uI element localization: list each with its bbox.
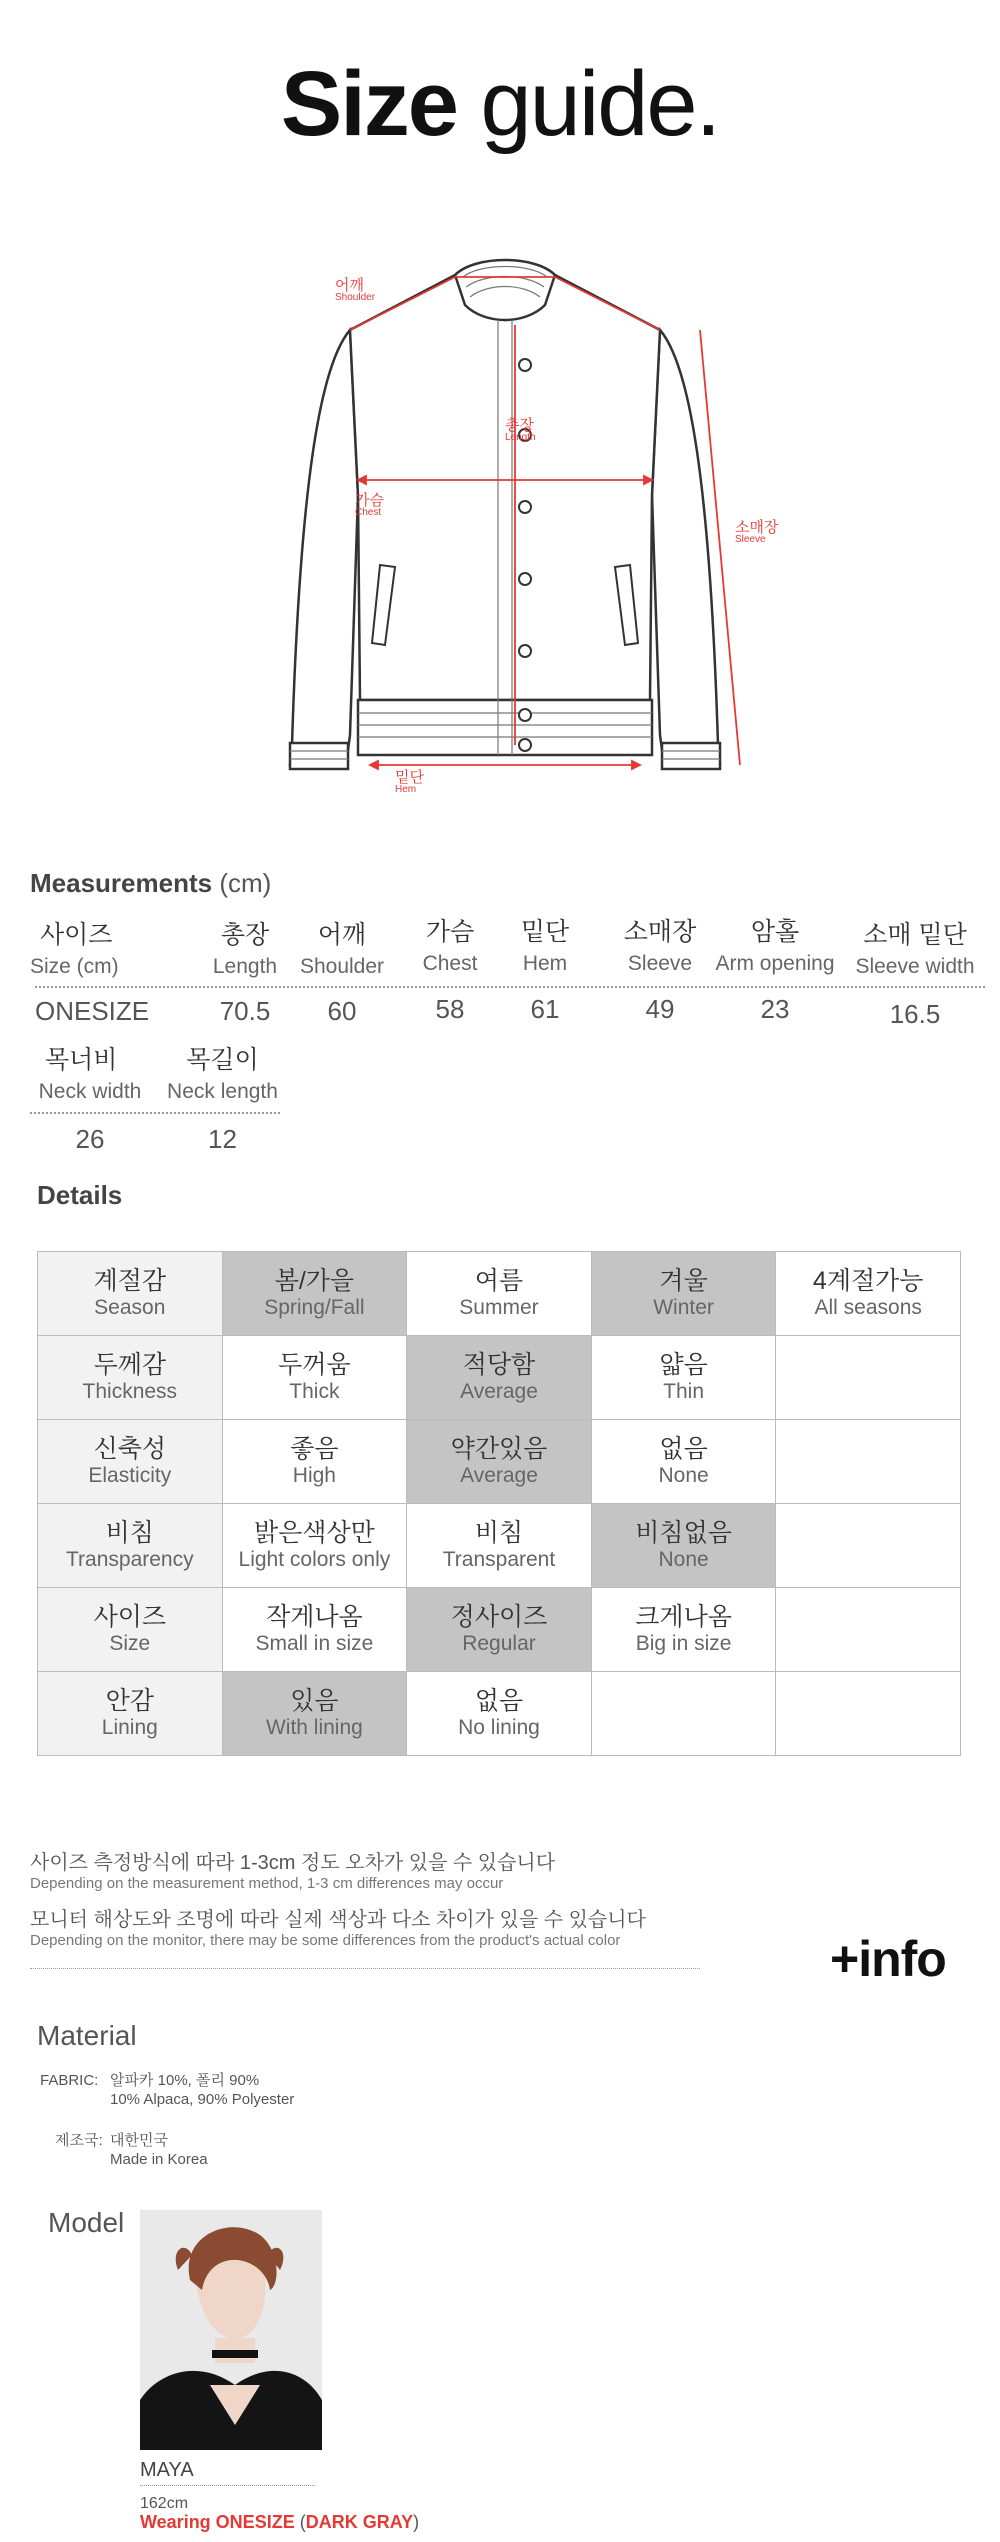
note-2-ko: 모니터 해상도와 조명에 따라 실제 색상과 다소 차이가 있을 수 있습니다: [30, 1909, 646, 1931]
note-1-en: Depending on the measurement method, 1-3 cm differences may occur: [30, 1875, 504, 1892]
info-label: +info: [830, 1931, 946, 1987]
origin-info: [110, 2132, 208, 2170]
col-sleeve-width: [845, 915, 985, 979]
details-cell: [591, 1588, 776, 1672]
col-chest-en: Chest: [422, 952, 478, 975]
details-cell: [222, 1504, 407, 1588]
details-cell: [222, 1672, 407, 1756]
col-sleeve: [610, 912, 710, 976]
model-heading: Model: [48, 2207, 125, 2238]
details-cell: [591, 1336, 776, 1420]
details-cell: [407, 1588, 592, 1672]
measurements-unit: (cm): [219, 868, 272, 898]
details-cell: [591, 1672, 776, 1756]
col-neck-length: [160, 1040, 285, 1104]
details-cell: [776, 1504, 961, 1588]
details-cell: [407, 1336, 592, 1420]
details-table: [37, 1251, 961, 1756]
details-cell-en: Small in size: [255, 1631, 374, 1655]
details-title: Details: [37, 1180, 123, 1210]
details-cell: [222, 1588, 407, 1672]
details-heading: [37, 1180, 122, 1211]
wearing-paren-close: ): [413, 2512, 420, 2532]
wearing-color: DARK GRAY: [305, 2512, 414, 2532]
model-name: MAYA: [140, 2459, 194, 2481]
label-chest-en: Chest: [355, 507, 382, 518]
label-shoulder: [335, 278, 375, 303]
col-sleeve-en: Sleeve: [627, 952, 693, 975]
value-length: 70.5: [219, 996, 271, 1026]
origin-ko: 대한민국: [110, 2132, 168, 2149]
details-cell: [776, 1252, 961, 1336]
value-hem: 61: [530, 994, 560, 1024]
fabric-label: FABRIC:: [40, 2072, 99, 2089]
notes-divider: [30, 1968, 700, 1969]
col-size: [30, 915, 140, 979]
details-cell-en: Light colors only: [238, 1547, 391, 1571]
value-shoulder: 60: [327, 996, 357, 1026]
details-cell-en: Transparency: [65, 1547, 194, 1571]
col-hem: [500, 912, 590, 976]
jacket-diagram: [280, 245, 800, 815]
details-cell: [38, 1336, 223, 1420]
col-neck-width-en: Neck width: [38, 1080, 142, 1103]
label-length-ko: 총장: [505, 417, 534, 434]
label-sleeve-en: Sleeve: [735, 534, 766, 545]
details-cell-en: Thickness: [82, 1379, 178, 1403]
value-sleeve: 49: [645, 994, 675, 1024]
details-cell: [38, 1420, 223, 1504]
details-cell: [38, 1504, 223, 1588]
label-chest-ko: 가슴: [355, 492, 384, 509]
details-row: [38, 1588, 961, 1672]
note-1-ko: 사이즈 측정방식에 따라 1-3cm 정도 오차가 있을 수 있습니다: [30, 1852, 556, 1874]
details-cell-en: High: [292, 1463, 336, 1487]
fabric-en: 10% Alpaca, 90% Polyester: [110, 2090, 295, 2108]
details-cell-en: None: [658, 1547, 709, 1571]
details-cell-en: Lining: [101, 1715, 158, 1739]
details-cell-en: Winter: [653, 1295, 714, 1319]
details-cell: [407, 1420, 592, 1504]
details-cell-ko: 안감: [105, 1687, 154, 1716]
col-shoulder-ko: 어깨: [317, 921, 367, 949]
details-cell-en: Size: [109, 1631, 151, 1655]
details-cell-ko: 4계절가능: [812, 1267, 924, 1296]
label-length: [505, 418, 536, 443]
details-cell: [591, 1252, 776, 1336]
label-sleeve: [735, 520, 778, 545]
details-row: [38, 1420, 961, 1504]
label-shoulder-ko: 어깨: [335, 277, 364, 294]
col-size-en: Size (cm): [30, 955, 119, 978]
measurements-divider-2: [30, 1112, 280, 1114]
col-length-en: Length: [212, 955, 278, 978]
col-arm-opening-ko: 암홀: [750, 918, 800, 946]
details-cell-ko: 적당함: [462, 1351, 536, 1380]
details-row: [38, 1672, 961, 1756]
measurements-divider: [35, 986, 985, 988]
details-cell: [776, 1336, 961, 1420]
details-cell: [222, 1420, 407, 1504]
label-chest: [355, 493, 384, 518]
measurements-title: Measurements: [30, 868, 213, 898]
value-size: ONESIZE: [35, 996, 150, 1026]
col-chest: [405, 912, 495, 976]
col-length-ko: 총장: [220, 921, 270, 949]
details-cell: [222, 1252, 407, 1336]
details-cell: [591, 1420, 776, 1504]
details-cell: [222, 1336, 407, 1420]
details-cell-en: All seasons: [814, 1295, 922, 1319]
value-neck-width: 26: [75, 1124, 105, 1154]
details-cell-ko: 봄/가을: [274, 1267, 355, 1296]
details-cell-ko: 없음: [474, 1687, 524, 1716]
details-cell-en: Elasticity: [88, 1463, 172, 1487]
details-cell-ko: 사이즈: [93, 1603, 167, 1632]
model-wearing: [140, 2512, 419, 2533]
col-size-ko: 사이즈: [40, 921, 113, 949]
details-cell: [38, 1252, 223, 1336]
note-2-en: Depending on the monitor, there may be some differences from the product's actual color: [30, 1932, 621, 1949]
details-cell: [38, 1588, 223, 1672]
details-cell-ko: 계절감: [93, 1267, 167, 1296]
details-cell-en: None: [658, 1463, 709, 1487]
details-cell-en: Average: [460, 1379, 538, 1403]
col-length: [200, 915, 290, 979]
details-cell-ko: 비침: [474, 1519, 524, 1548]
label-length-en: Length: [505, 432, 536, 443]
details-cell-en: Season: [94, 1295, 166, 1319]
details-cell-ko: 비침: [105, 1519, 154, 1548]
details-row: [38, 1336, 961, 1420]
details-cell-ko: 정사이즈: [450, 1603, 548, 1632]
details-cell-en: Spring/Fall: [264, 1295, 365, 1319]
fabric-ko: 알파카 10%, 폴리 90%: [110, 2072, 260, 2089]
model-height: 162cm: [140, 2495, 189, 2512]
model-photo: [140, 2210, 322, 2450]
label-sleeve-ko: 소매장: [735, 519, 779, 536]
title-bold: Size: [280, 53, 457, 155]
col-neck-length-ko: 목길이: [186, 1046, 259, 1074]
details-cell-ko: 크게나옴: [635, 1603, 732, 1632]
col-neck-width-ko: 목너비: [45, 1046, 118, 1074]
wearing-prefix: Wearing ONESIZE: [140, 2512, 295, 2532]
details-cell-en: Thin: [663, 1379, 704, 1403]
details-cell: [776, 1672, 961, 1756]
details-cell: [38, 1672, 223, 1756]
details-cell-ko: 얇음: [659, 1351, 708, 1380]
value-neck-length: 12: [208, 1124, 237, 1154]
material-heading: Material: [37, 2020, 137, 2051]
label-hem: [395, 770, 424, 795]
details-cell-en: With lining: [265, 1715, 363, 1739]
col-shoulder-en: Shoulder: [299, 955, 385, 978]
col-sleeve-width-ko: 소매 밑단: [863, 921, 967, 949]
details-cell-ko: 신축성: [93, 1435, 167, 1464]
note-1: [30, 1846, 555, 1892]
value-arm-opening: 23: [760, 994, 790, 1024]
details-row: [38, 1504, 961, 1588]
note-2: [30, 1903, 646, 1949]
details-cell-en: Regular: [462, 1631, 536, 1655]
value-sleeve-width: 16.5: [889, 999, 941, 1029]
col-neck-length-en: Neck length: [167, 1080, 278, 1103]
details-cell-en: Average: [460, 1463, 538, 1487]
details-row: [38, 1252, 961, 1336]
details-cell: [591, 1504, 776, 1588]
details-cell: [407, 1252, 592, 1336]
col-shoulder: [292, 915, 392, 979]
fabric-info: [110, 2072, 294, 2110]
details-cell: [407, 1504, 592, 1588]
details-cell-ko: 비침없음: [635, 1519, 732, 1548]
details-cell-en: Big in size: [635, 1631, 732, 1655]
label-shoulder-en: Shoulder: [335, 292, 376, 303]
label-hem-ko: 밑단: [395, 769, 424, 786]
details-cell: [407, 1672, 592, 1756]
details-cell-ko: 좋음: [290, 1435, 339, 1464]
details-cell-ko: 작게나옴: [266, 1603, 363, 1632]
col-hem-en: Hem: [522, 952, 568, 975]
details-cell-ko: 두께감: [93, 1351, 167, 1380]
details-cell-en: Summer: [459, 1295, 539, 1319]
details-cell-ko: 있음: [290, 1687, 339, 1716]
details-cell: [776, 1420, 961, 1504]
details-cell-ko: 여름: [474, 1267, 524, 1296]
details-cell-en: No lining: [458, 1715, 540, 1739]
model-divider: [140, 2485, 315, 2486]
col-sleeve-ko: 소매장: [623, 918, 697, 946]
details-cell-ko: 두꺼움: [278, 1351, 351, 1380]
col-hem-ko: 밑단: [520, 918, 570, 946]
col-sleeve-width-en: Sleeve width: [855, 955, 975, 978]
col-chest-ko: 가슴: [425, 918, 475, 946]
details-cell-ko: 없음: [659, 1435, 708, 1464]
details-cell-en: Thick: [289, 1379, 340, 1403]
details-cell: [776, 1588, 961, 1672]
col-arm-opening-en: Arm opening: [715, 952, 835, 975]
title-rest: guide.: [456, 53, 720, 155]
origin-en: Made in Korea: [110, 2150, 208, 2168]
col-neck-width: [30, 1040, 150, 1104]
col-arm-opening: [705, 912, 845, 976]
details-cell-ko: 겨울: [659, 1267, 708, 1296]
origin-label: 제조국:: [55, 2132, 103, 2149]
details-cell-ko: 약간있음: [450, 1435, 548, 1464]
wearing-paren-open: (: [299, 2512, 306, 2532]
details-cell-ko: 밝은색상만: [254, 1519, 375, 1548]
page-title: [0, 53, 1000, 155]
value-chest: 58: [435, 994, 465, 1024]
measurements-heading: [30, 868, 271, 899]
details-cell-en: Transparent: [442, 1547, 556, 1571]
label-hem-en: Hem: [395, 784, 417, 795]
